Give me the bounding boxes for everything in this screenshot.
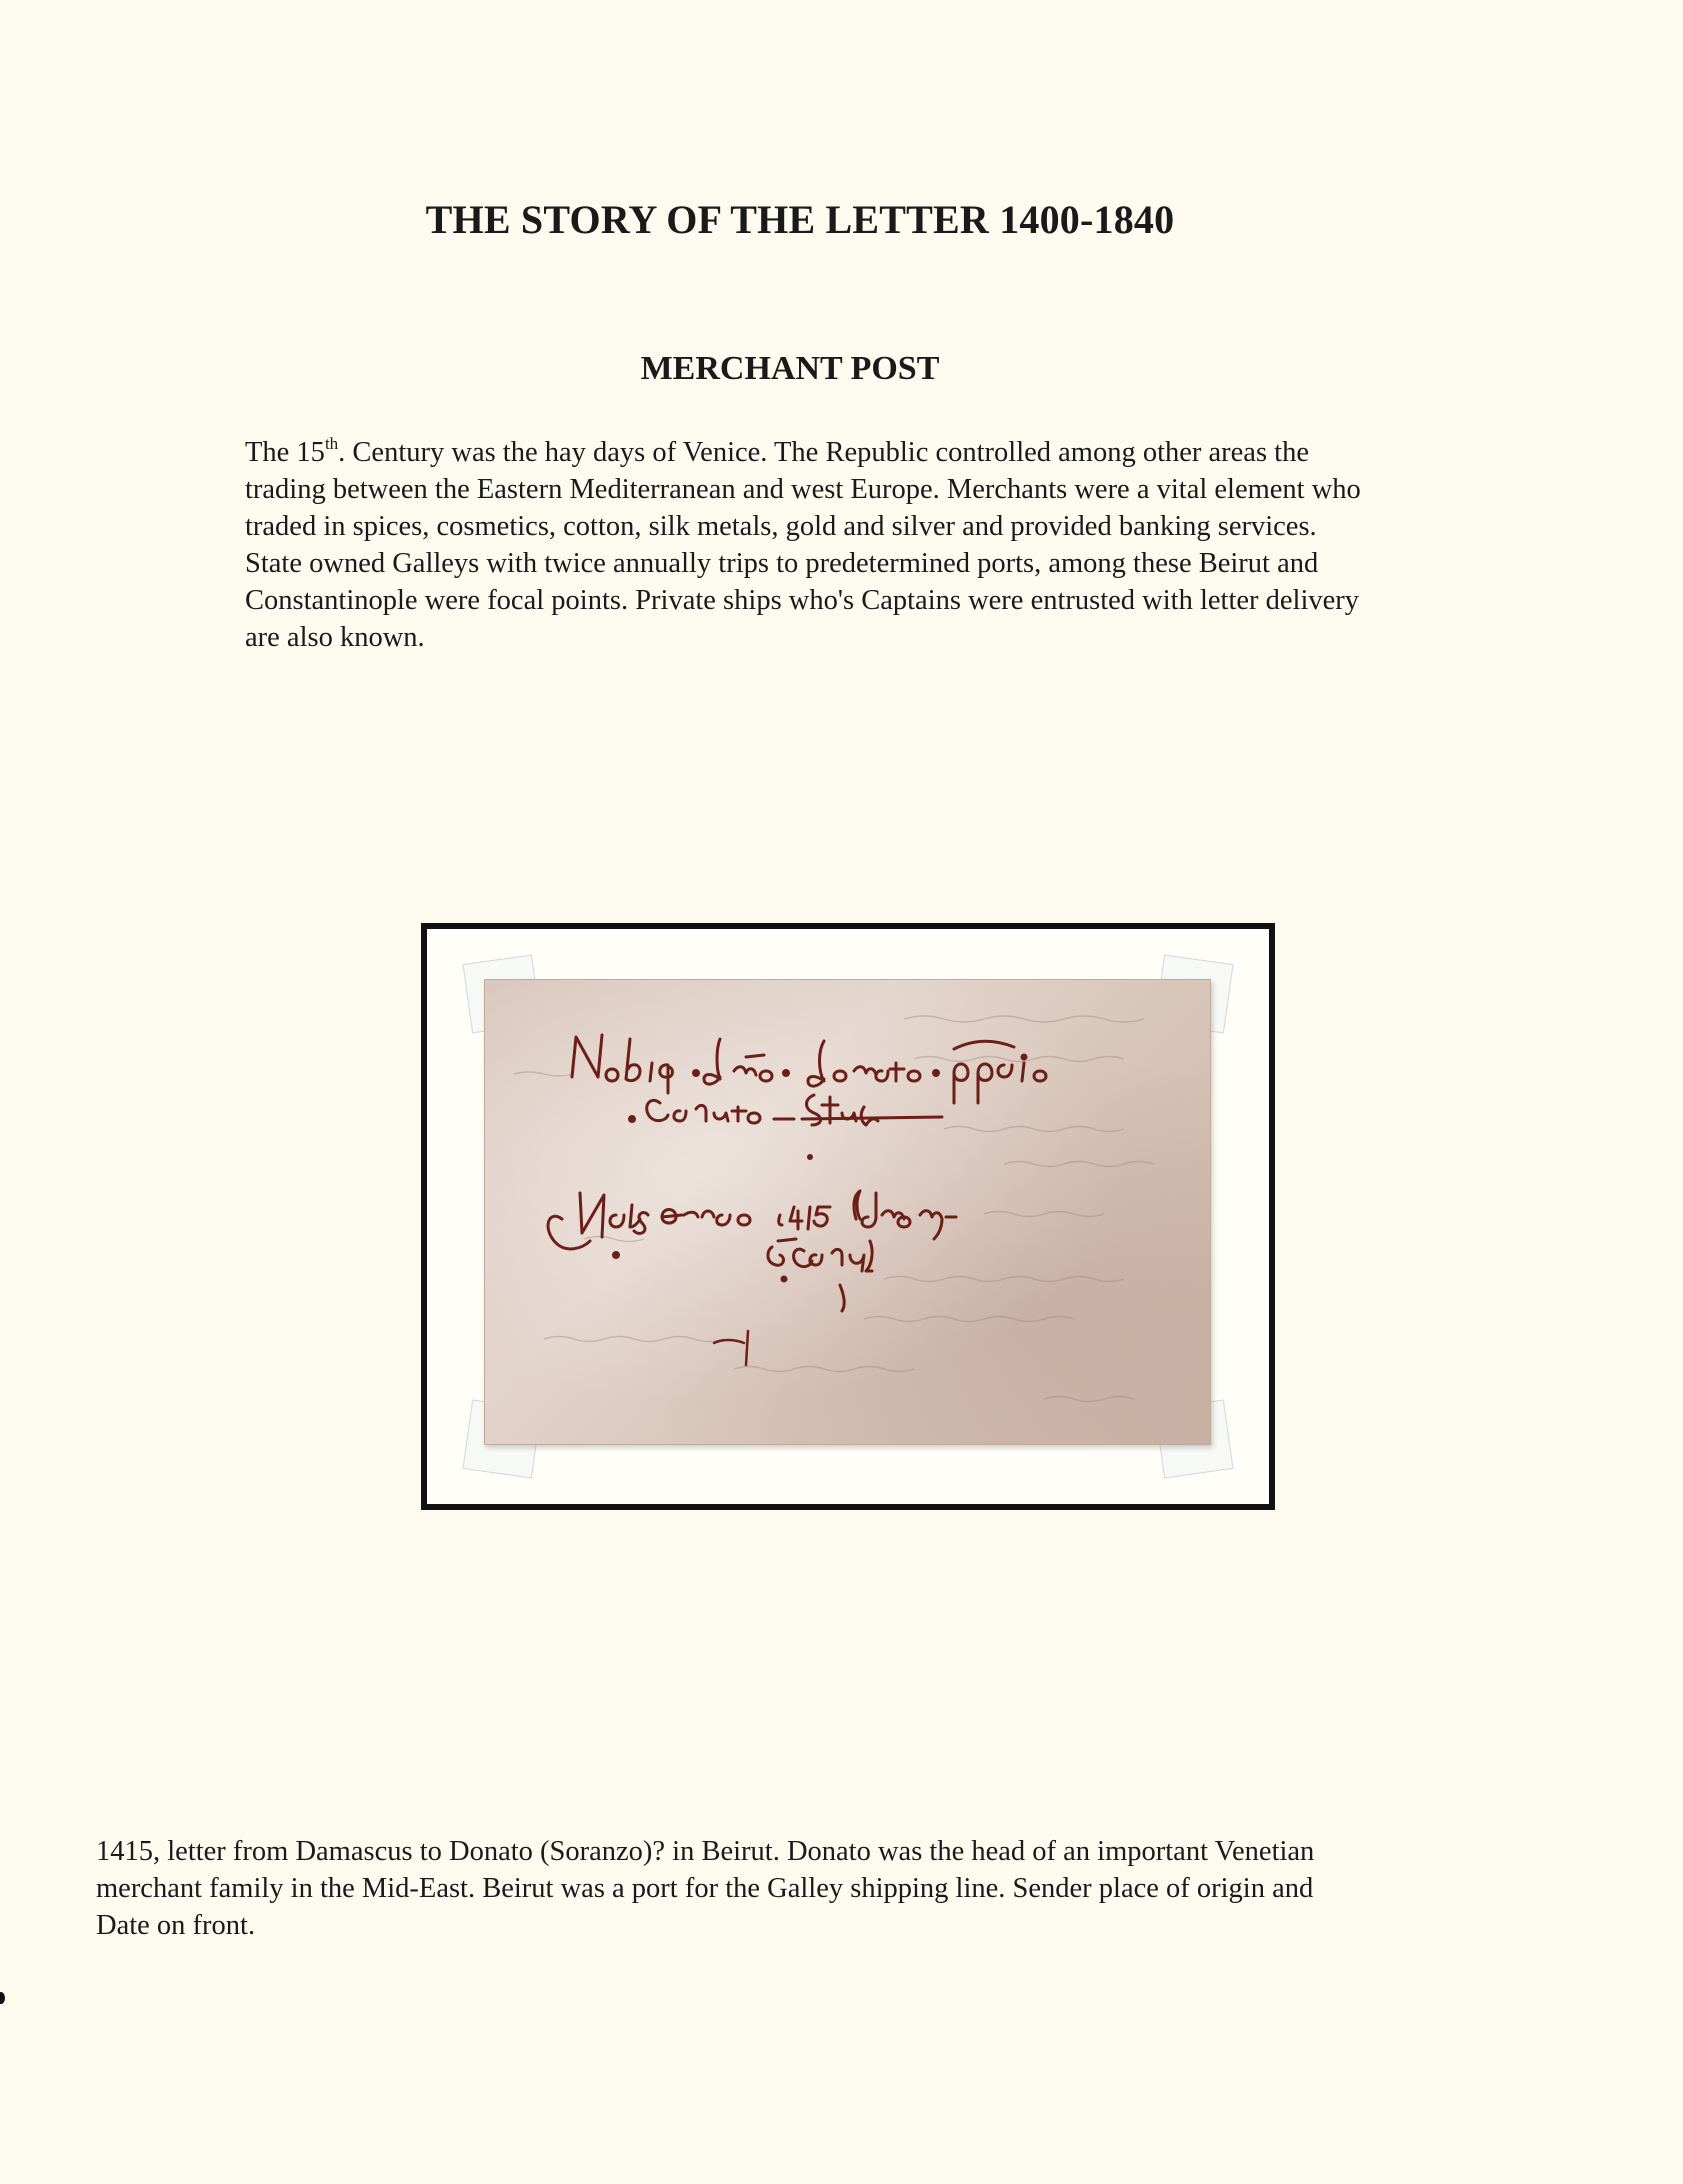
show-through-writing [484,979,1211,1445]
exhibit-frame [421,923,1275,1510]
exhibit-caption [96,1833,1596,1944]
ordinal-suffix: th [324,434,339,453]
caption-line-2: merchant family in the Mid-East. Beirut was a port for the Galley shipping line. Sender place of origin and [96,1873,1314,1904]
intro-line-3: traded in spices, cosmetics, cotton, silk metals, gold and silver and provided banking services. [245,511,1317,542]
caption-line-3: Date on front. [96,1910,256,1941]
caption-line-1: 1415, letter from Damascus to Donato (Soranzo)? in Beirut. Donato was the head of an important Venetian [96,1836,1315,1867]
intro-line-4: State owned Galleys with twice annually trips to predetermined ports, among these Beirut and [245,548,1319,579]
section-heading: MERCHANT POST [640,350,940,387]
intro-line-5: Constantinople were focal points. Private ships who's Captains were entrusted with letter delivery [245,585,1360,616]
scan-edge-mark [0,1992,5,2004]
intro-line-2: trading between the Eastern Mediterranean and west Europe. Merchants were a vital element who [245,474,1361,505]
intro-line-1: The 15th. Century was the hay days of Venice. The Republic controlled among other areas the [245,434,1309,468]
intro-paragraph [245,434,1560,656]
page-title: THE STORY OF THE LETTER 1400-1840 [425,197,1175,242]
letter-cover-image [484,979,1211,1445]
intro-line-6: are also known. [245,622,425,653]
